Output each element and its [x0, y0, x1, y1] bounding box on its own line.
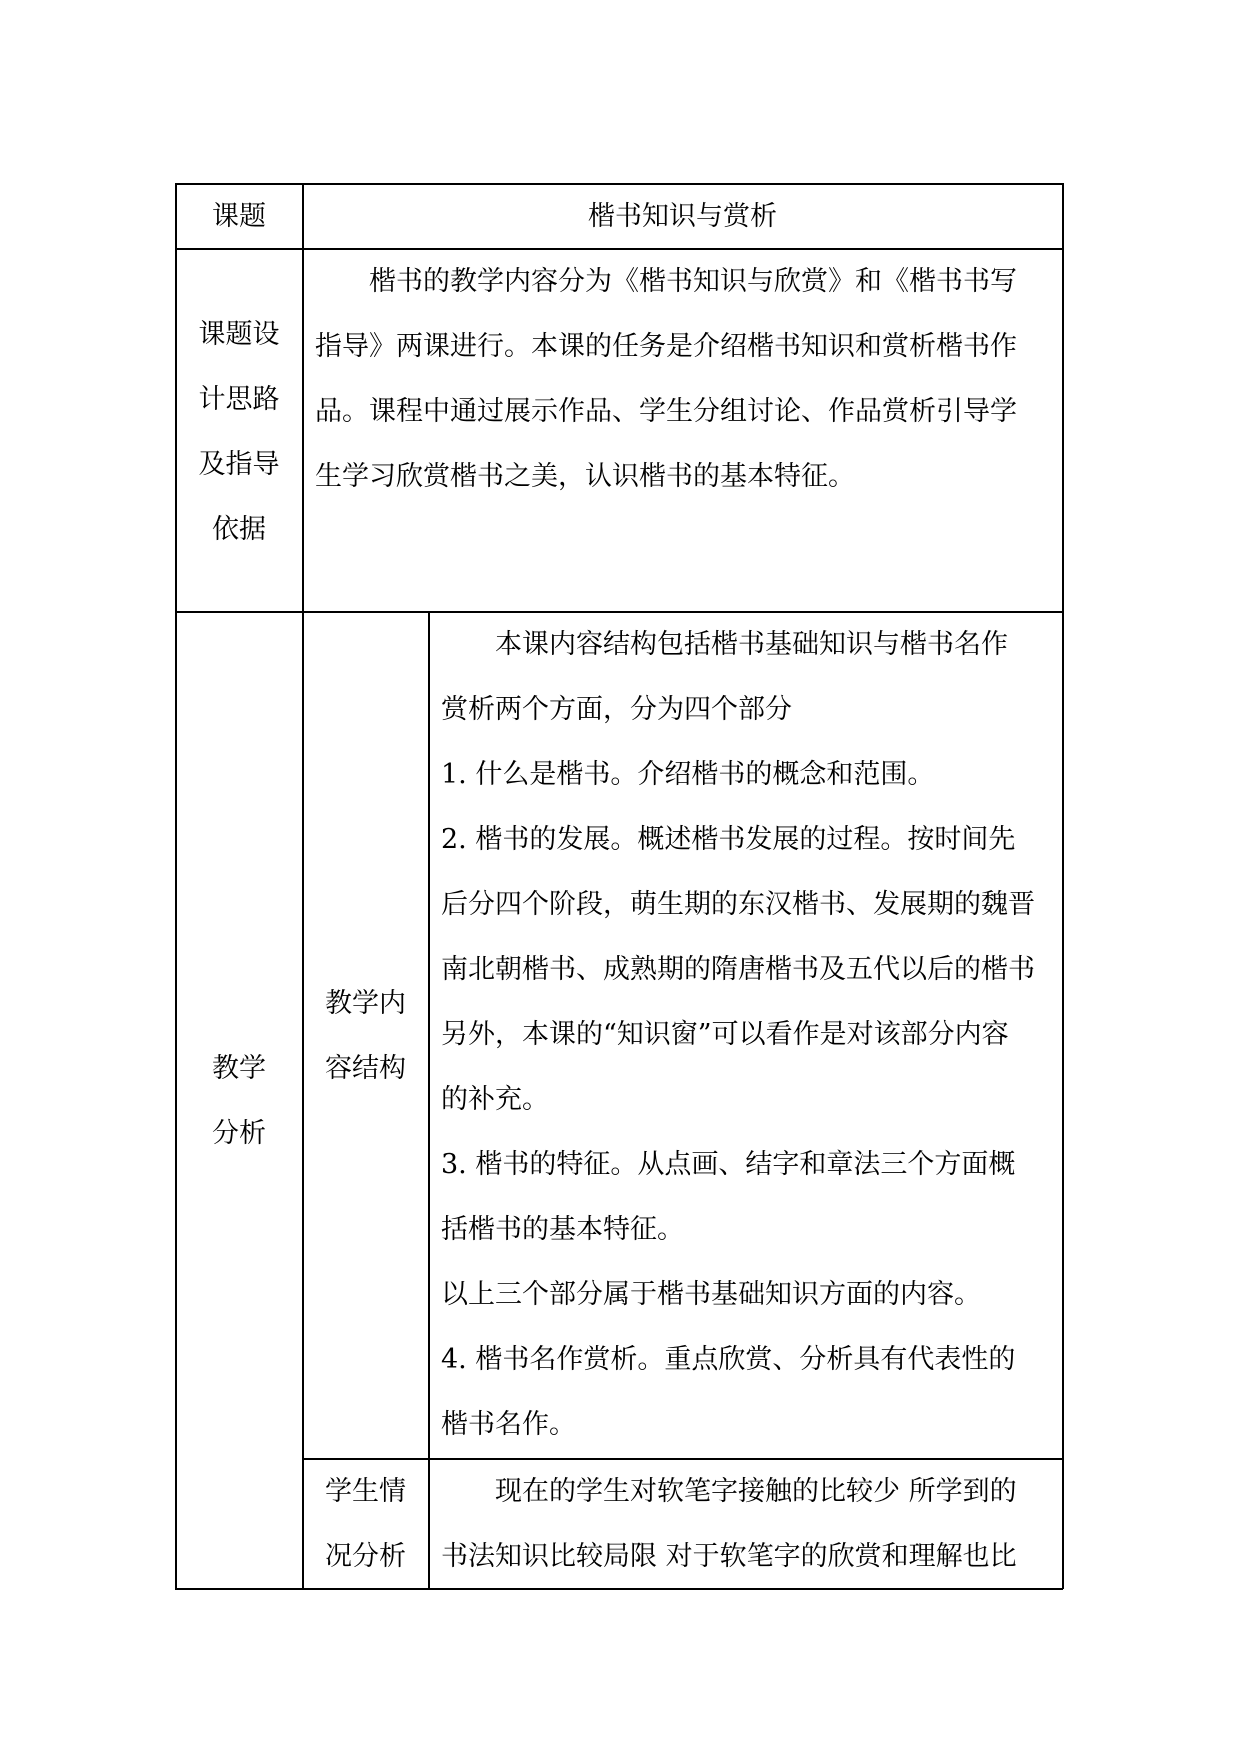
content-structure-label-line: 教学内 — [325, 988, 406, 1019]
design-content-line: 品。课程中通过展示作品、学生分组讨论、作品赏析引导学 — [315, 396, 1017, 427]
analysis-label-line: 分析 — [212, 1118, 266, 1149]
content-structure-line: 后分四个阶段，萌生期的东汉楷书、发展期的魏晋 — [441, 889, 1035, 920]
student-analysis-label-line: 况分析 — [325, 1541, 406, 1572]
table-border-right — [1062, 183, 1064, 1589]
content-structure-line: 楷书名作。 — [441, 1409, 576, 1440]
design-content-line: 楷书的教学内容分为《楷书知识与欣赏》和《楷书书写 — [369, 266, 1017, 297]
design-label-cell — [176, 302, 302, 562]
student-analysis-label-cell — [303, 1459, 428, 1589]
topic-value-cell — [303, 184, 1062, 248]
topic-value: 楷书知识与赏析 — [588, 200, 777, 232]
topic-label: 课题 — [212, 200, 266, 232]
topic-label-cell — [176, 184, 302, 248]
analysis-label-cell — [176, 1036, 302, 1166]
column-divider-2 — [428, 611, 430, 1589]
analysis-label-line: 教学 — [212, 1053, 266, 1084]
content-structure-line: 本课内容结构包括楷书基础知识与楷书名作 — [495, 629, 1008, 660]
column-divider-1 — [302, 183, 304, 1589]
design-content-line: 生学习欣赏楷书之美，认识楷书的基本特征。 — [315, 461, 855, 492]
design-label-line: 计思路 — [198, 384, 280, 415]
content-structure-line: 括楷书的基本特征。 — [441, 1214, 684, 1245]
student-analysis-label-line: 学生情 — [325, 1476, 406, 1507]
content-structure-line: 1. 什么是楷书。介绍楷书的概念和范围。 — [441, 759, 935, 790]
design-content-line: 指导》两课进行。本课的任务是介绍楷书知识和赏析楷书作 — [315, 331, 1017, 362]
design-label-line: 课题设 — [198, 319, 280, 350]
student-analysis-line: 书法知识比较局限 对于软笔字的欣赏和理解也比 — [441, 1541, 1017, 1572]
content-structure-line: 3. 楷书的特征。从点画、结字和章法三个方面概 — [441, 1149, 1016, 1180]
student-analysis-text-cell — [441, 1459, 1057, 1589]
content-structure-line: 赏析两个方面，分为四个部分 — [441, 694, 792, 725]
design-label-line: 及指导 — [198, 449, 280, 480]
design-label-line: 依据 — [212, 514, 266, 545]
design-content-cell — [315, 249, 1055, 509]
content-structure-text-cell — [441, 612, 1057, 1457]
content-structure-label-cell — [303, 971, 428, 1101]
content-structure-label-line: 容结构 — [325, 1053, 406, 1084]
content-structure-line: 2. 楷书的发展。概述楷书发展的过程。按时间先 — [441, 824, 1016, 855]
content-structure-line: 4. 楷书名作赏析。重点欣赏、分析具有代表性的 — [441, 1344, 1016, 1375]
content-structure-line: 另外，本课的“知识窗”可以看作是对该部分内容 — [441, 1019, 1009, 1050]
content-structure-line: 南北朝楷书、成熟期的隋唐楷书及五代以后的楷书 — [441, 954, 1035, 985]
student-analysis-line: 现在的学生对软笔字接触的比较少 所学到的 — [495, 1476, 1017, 1507]
content-structure-line: 以上三个部分属于楷书基础知识方面的内容。 — [441, 1279, 981, 1310]
content-structure-line: 的补充。 — [441, 1084, 549, 1115]
